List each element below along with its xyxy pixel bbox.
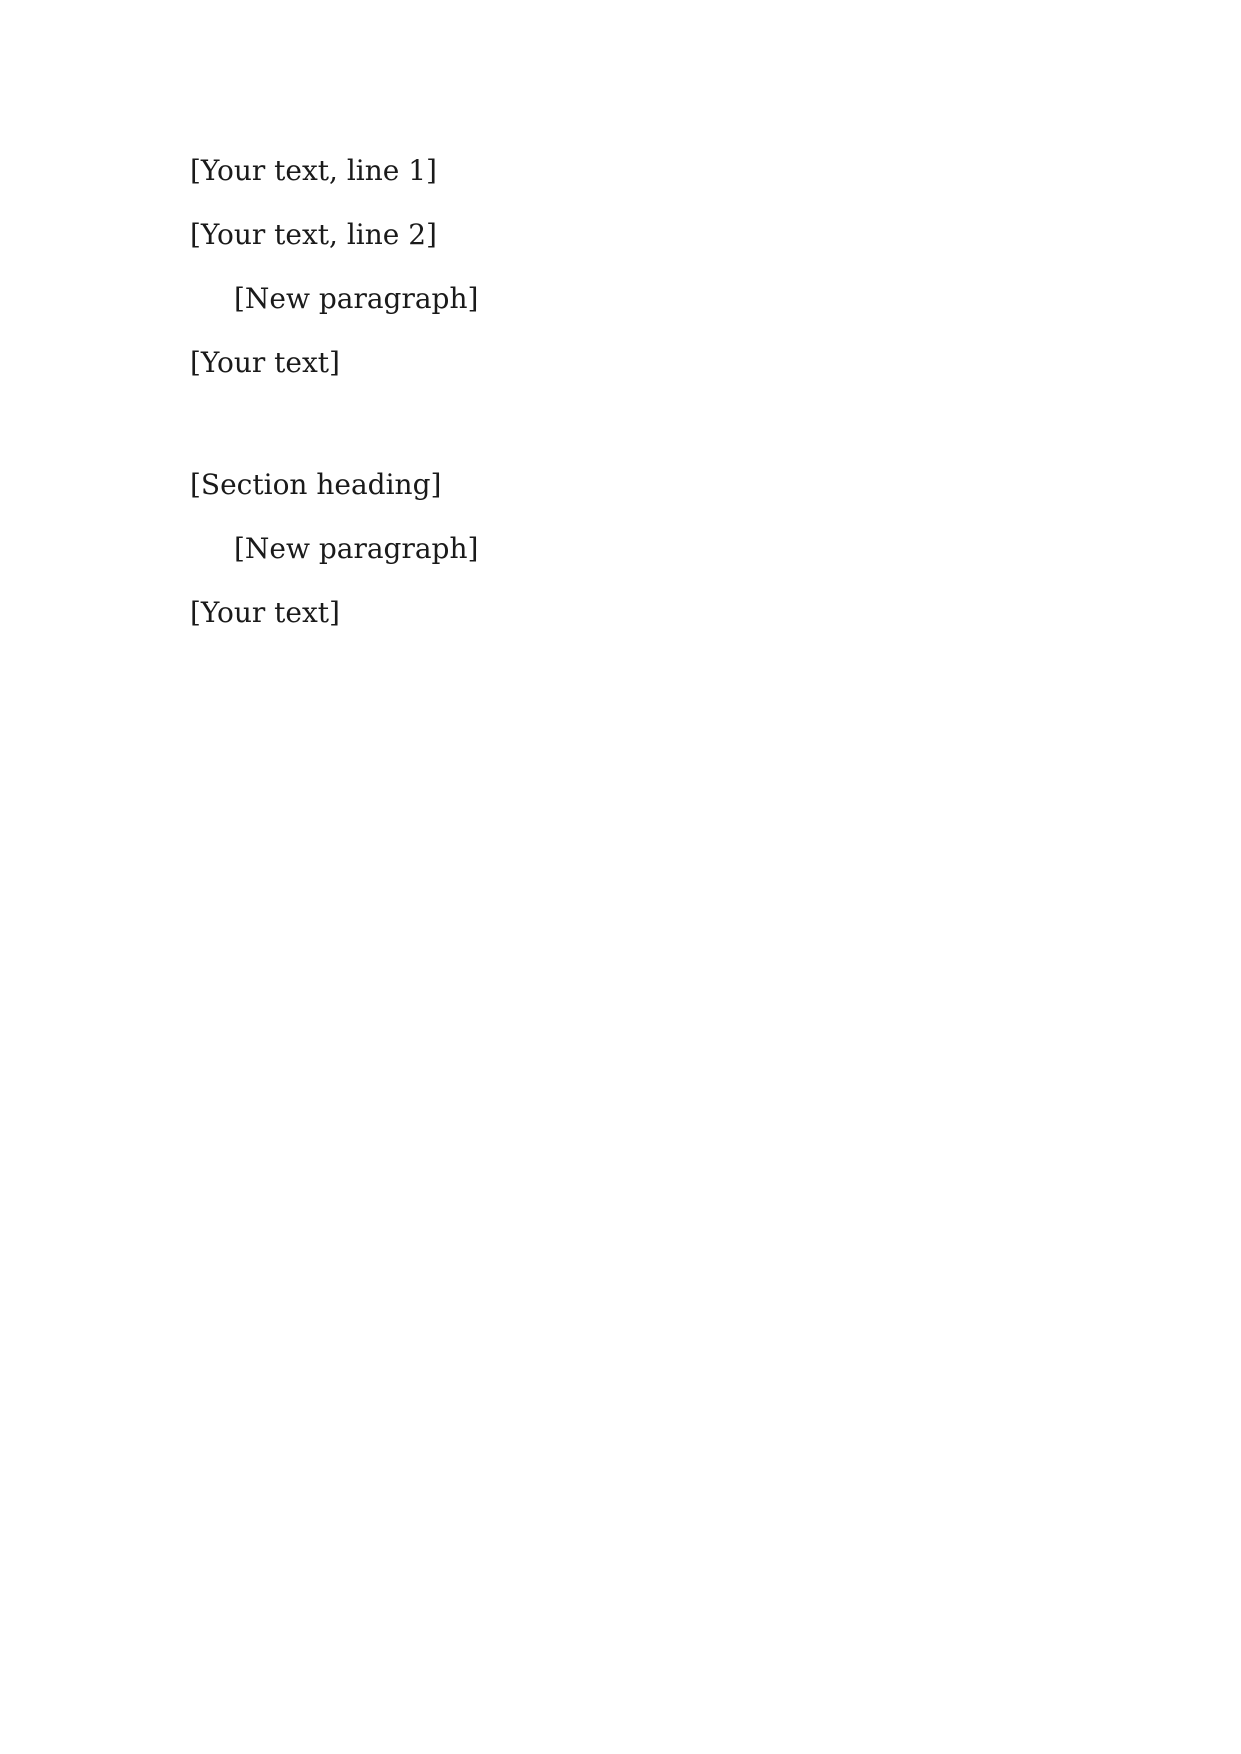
document-body bbox=[190, 150, 1080, 656]
section-heading: [Section heading] bbox=[190, 468, 442, 501]
text-line: [Your text] bbox=[190, 596, 340, 629]
text-line: [New paragraph] bbox=[234, 282, 479, 315]
text-line: [Your text] bbox=[190, 346, 340, 379]
text-line: [Your text, line 1] bbox=[190, 154, 437, 187]
text-line: [Your text, line 2] bbox=[190, 218, 437, 251]
section-gap bbox=[190, 406, 1080, 464]
text-line: [New paragraph] bbox=[234, 532, 479, 565]
